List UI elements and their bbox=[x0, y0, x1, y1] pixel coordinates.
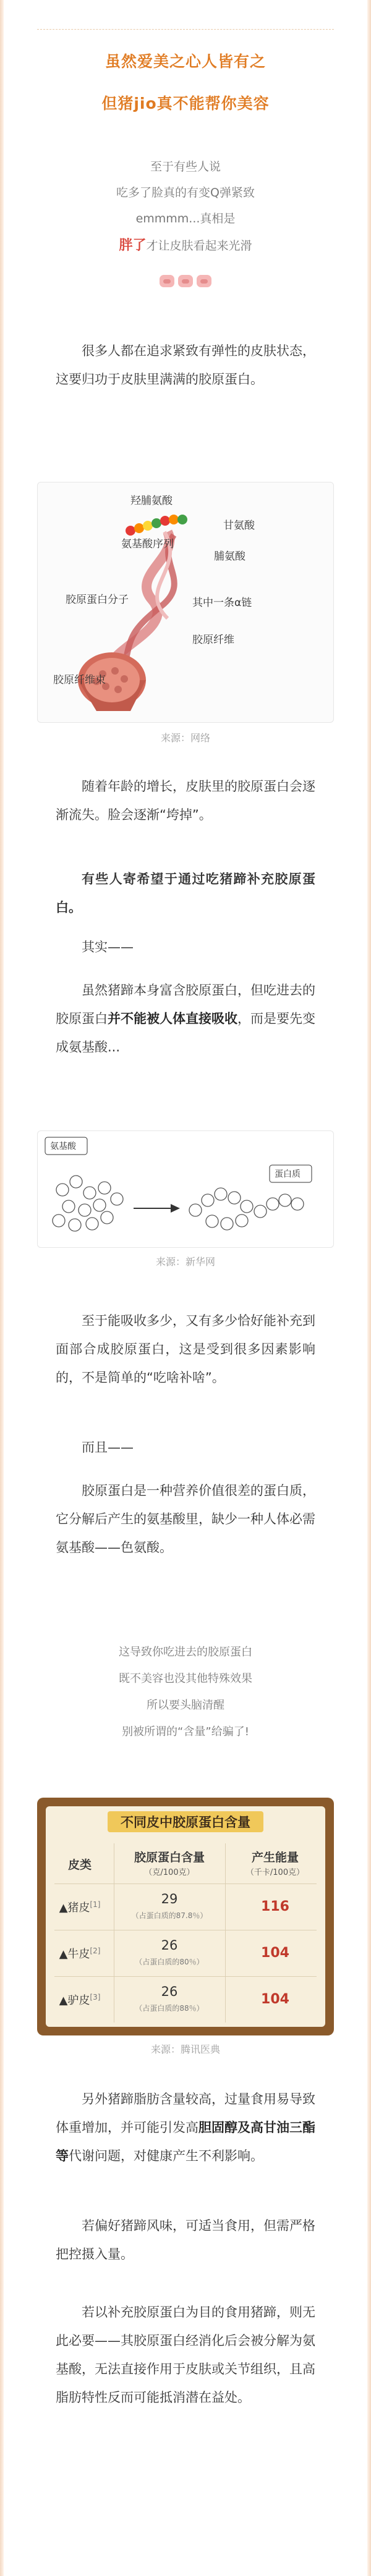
table-caption: 来源：腾讯医典 bbox=[150, 2044, 220, 2055]
table-cell: 29 bbox=[161, 1892, 178, 1906]
table-cell-energy: 116 bbox=[261, 1899, 289, 1914]
paragraph: 若以补充胶原蛋白为目的食用猪蹄，则无此必要——其胶原蛋白经消化后会被分解为氨基酸，无法直接作用于皮肤或关节组织，且高脂肪特性反而可能抵消潜在益处。 bbox=[56, 2305, 315, 2405]
amino-acid-beads bbox=[126, 515, 187, 536]
table-header: 胶原蛋白含量 bbox=[134, 1851, 205, 1864]
table-header: 产生能量 bbox=[251, 1851, 299, 1864]
poem-line: 既不美容也没其他特殊效果 bbox=[119, 1672, 252, 1685]
right-border-decoration bbox=[367, 0, 371, 2576]
digestion-figure bbox=[37, 1130, 334, 1248]
headline-1: 虽然爱美之心人皆有之 bbox=[104, 53, 266, 70]
table-divider bbox=[54, 1976, 317, 1977]
table-body bbox=[46, 1806, 325, 2027]
figure-label: 胶原蛋白分子 bbox=[66, 594, 129, 606]
paragraph bbox=[56, 2085, 315, 2170]
figure-label: 羟脯氨酸 bbox=[130, 495, 173, 507]
figure-label: 脯氨酸 bbox=[214, 550, 245, 563]
table-cell-note: （占蛋白质的87.8％） bbox=[131, 1911, 208, 1920]
pig-icon bbox=[197, 275, 211, 287]
divider bbox=[37, 29, 334, 33]
table-row-name: ▲猪皮[1] bbox=[59, 1900, 101, 1914]
figure-label: 其中一条α链 bbox=[192, 597, 252, 609]
paragraph: 若偏好猪蹄风味，可适当食用，但需严格把控摄入量。 bbox=[56, 2218, 315, 2262]
paragraph-text: 虽然猪蹄本身富含胶原蛋白，但吃进去的胶原蛋白 bbox=[56, 983, 315, 1026]
paragraph: 至于能吸收多少，又有多少恰好能补充到面部合成胶原蛋白，这是受到很多因素影响的，不是简单的“吃啥补啥”。 bbox=[56, 1313, 315, 1385]
paragraph: 胶原蛋白是一种营养价值很差的蛋白质，它分解后产生的氨基酸里，缺少一种人体必需氨基酸——色氨酸。 bbox=[56, 1483, 315, 1555]
figure-label: 氨基酸序列 bbox=[121, 538, 174, 550]
highlight-text: 胖了 bbox=[119, 238, 147, 253]
poem-line: 这导致你吃进去的胶原蛋白 bbox=[119, 1646, 252, 1659]
collagen-table bbox=[37, 1798, 334, 2035]
pig-emojis bbox=[0, 275, 371, 290]
table-row-name: ▲牛皮[2] bbox=[59, 1947, 101, 1961]
headline-2: 但猪jio真不能帮你美容 bbox=[101, 95, 270, 112]
figure-label: 胶原纤维 bbox=[192, 634, 234, 646]
poem-line: 别被所谓的“含量”给骗了! bbox=[122, 1725, 249, 1738]
bold-text: 胆固醇及高甘油三酯等 bbox=[56, 2120, 315, 2163]
poem-text: 才让皮肤看起来光滑 bbox=[146, 239, 252, 253]
table-cell-note: （占蛋白质的88％） bbox=[135, 2004, 204, 2013]
paragraph-text: ，而是要先变成氨基酸... bbox=[56, 1011, 315, 1054]
figure-label: 蛋白质 bbox=[275, 1169, 301, 1179]
figure-caption: 来源：网络 bbox=[160, 732, 210, 744]
paragraph: 很多人都在追求紧致有弹性的皮肤状态，这要归功于皮肤里满满的胶原蛋白。 bbox=[56, 343, 315, 387]
collagen-figure bbox=[37, 482, 334, 723]
table-title: 不同皮中胶原蛋白含量 bbox=[121, 1815, 250, 1830]
poem-line: 所以要头脑清醒 bbox=[147, 1699, 224, 1712]
table-cell-energy: 104 bbox=[261, 1992, 289, 2007]
left-border-decoration bbox=[0, 0, 4, 2576]
table-cell: 26 bbox=[161, 1984, 178, 1999]
paragraph-text: 另外猪蹄脂肪含量较高，过量食用易导致体重增加，并可能引发高 bbox=[56, 2092, 315, 2135]
table-header: 皮类 bbox=[67, 1858, 92, 1872]
paragraph-bold: 有些人寄希望于通过吃猪蹄补充胶原蛋白。 bbox=[56, 872, 315, 915]
figure-label: 氨基酸 bbox=[50, 1142, 76, 1151]
table-cell-note: （占蛋白质的80％） bbox=[135, 1958, 204, 1966]
table-row-name: ▲驴皮[3] bbox=[59, 1993, 101, 2007]
poem-line: emmmm...真相是 bbox=[135, 212, 236, 225]
figure-label: 胶原纤维束 bbox=[53, 674, 106, 686]
paragraph: 随着年龄的增长，皮肤里的胶原蛋白会逐渐流失。脸会逐渐“垮掉”。 bbox=[56, 779, 315, 822]
table-cell: 26 bbox=[161, 1938, 178, 1953]
bold-text: 并不能被人体直接吸收 bbox=[108, 1011, 237, 1026]
figure-label: 甘氨酸 bbox=[223, 520, 255, 532]
paragraph-text: 代谢问题，对健康产生不利影响。 bbox=[69, 2149, 263, 2163]
amino-acid-illustration bbox=[38, 1131, 333, 1247]
table-header-sub: （克/100克） bbox=[144, 1868, 195, 1877]
poem-line: 至于有些人说 bbox=[150, 160, 221, 174]
paragraph bbox=[56, 976, 315, 1061]
figure-caption: 来源：新华网 bbox=[155, 1256, 215, 1268]
table-header-sub: （千卡/100克） bbox=[245, 1868, 305, 1877]
paragraph: 而且—— bbox=[82, 1440, 134, 1455]
poem-line: 吃多了脸真的有变Q弹紧致 bbox=[116, 186, 255, 200]
pig-icon bbox=[178, 275, 193, 287]
table-cell-energy: 104 bbox=[261, 1945, 289, 1961]
pig-icon bbox=[160, 275, 174, 287]
paragraph: 其实—— bbox=[82, 940, 134, 954]
poem-line bbox=[0, 235, 371, 254]
